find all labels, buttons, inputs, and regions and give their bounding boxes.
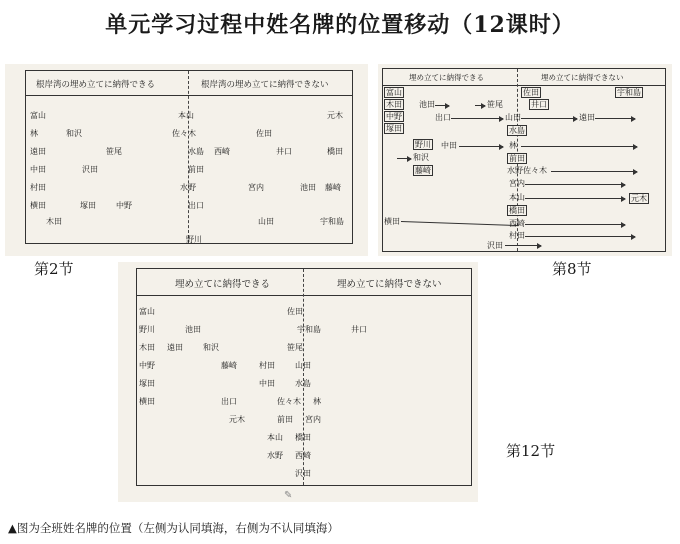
name-card: 和沢 — [66, 129, 82, 138]
name-card: 橋田 — [327, 147, 343, 156]
movement-arrow — [551, 171, 637, 172]
name-card: 本山 — [178, 111, 194, 120]
name-card: 元木 — [229, 415, 245, 424]
name-card: 中野 — [386, 112, 402, 121]
name-card: 本山 — [267, 433, 283, 442]
name-card: 池田 — [300, 183, 316, 192]
lesson8-header-left: 埋め立てに納得できる — [409, 73, 484, 82]
name-card: 林 — [30, 129, 38, 138]
movement-line — [401, 221, 519, 226]
movement-arrow — [595, 118, 635, 119]
lesson2-header-right: 根岸湾の埋め立てに納得できない — [201, 80, 329, 90]
name-card: 横田 — [384, 217, 400, 226]
name-card: 林 — [509, 141, 517, 150]
name-card: 井口 — [531, 100, 547, 109]
lesson2-label: 第2节 — [34, 260, 74, 278]
lesson8-label: 第8节 — [552, 260, 592, 278]
handwritten-mark: ✎ — [284, 490, 293, 501]
movement-arrow — [525, 224, 625, 225]
name-card: 水島 — [509, 126, 525, 135]
name-card: 藤崎 — [415, 166, 431, 175]
lesson12-header — [137, 269, 471, 296]
name-card: 前田 — [277, 415, 293, 424]
name-card: 宇和島 — [320, 217, 344, 226]
name-card: 宮内 — [248, 183, 264, 192]
name-card: 西崎 — [509, 219, 525, 228]
name-card: 中田 — [259, 379, 275, 388]
lesson2-frame — [25, 70, 353, 244]
name-card: 元木 — [631, 194, 647, 203]
name-card: 和沢 — [203, 343, 219, 352]
name-card: 井口 — [351, 325, 367, 334]
lesson8-frame — [382, 68, 666, 252]
name-card: 佐々木 — [277, 397, 301, 406]
name-card: 塚田 — [80, 201, 96, 210]
name-card: 宇和島 — [617, 88, 641, 97]
movement-arrow — [435, 105, 449, 106]
movement-arrow — [525, 198, 625, 199]
name-card: 佐田 — [287, 307, 303, 316]
name-card: 沢田 — [82, 165, 98, 174]
movement-arrow — [521, 118, 577, 119]
name-card: 和沢 — [413, 153, 429, 162]
name-card: 村田 — [509, 231, 525, 240]
movement-arrow — [397, 158, 411, 159]
name-card: 前田 — [509, 154, 525, 163]
name-card: 出口 — [188, 201, 204, 210]
name-card: 橋田 — [509, 206, 525, 215]
name-card: 木田 — [46, 217, 62, 226]
movement-arrow — [525, 236, 635, 237]
movement-arrow — [505, 245, 541, 246]
name-card: 横田 — [30, 201, 46, 210]
name-card: 野川 — [186, 235, 202, 244]
name-card: 富山 — [139, 307, 155, 316]
name-card: 野川 — [139, 325, 155, 334]
name-card: 藤崎 — [325, 183, 341, 192]
name-card: 中田 — [30, 165, 46, 174]
page-title: 单元学习过程中姓名牌的位置移动（12课时） — [105, 12, 575, 38]
name-card: 山田 — [258, 217, 274, 226]
movement-arrow — [475, 105, 485, 106]
lesson12-header-right: 埋め立てに納得できない — [337, 279, 442, 290]
name-card: 村田 — [30, 183, 46, 192]
name-card: 池田 — [419, 100, 435, 109]
name-card: 木田 — [386, 100, 402, 109]
movement-arrow — [451, 118, 503, 119]
name-card: 宮内 — [509, 179, 525, 188]
lesson12-board — [118, 262, 478, 502]
name-card: 出口 — [221, 397, 237, 406]
lesson8-header — [383, 69, 665, 86]
name-card: 藤崎 — [221, 361, 237, 370]
name-card: 林 — [313, 397, 321, 406]
name-card: 本山 — [509, 193, 525, 202]
name-card: 塚田 — [386, 124, 402, 133]
movement-arrow — [521, 146, 637, 147]
name-card: 水野 — [180, 183, 196, 192]
name-card: 横田 — [139, 397, 155, 406]
name-card: 水島 — [295, 379, 311, 388]
name-card: 中田 — [441, 141, 457, 150]
lesson12-frame — [136, 268, 472, 486]
name-card: 西崎 — [214, 147, 230, 156]
lesson2-divider — [188, 71, 189, 243]
figure-caption: ▲图为全班姓名牌的位置（左侧为认同填海，右侧为不认同填海） — [8, 521, 339, 535]
name-card: 前田 — [188, 165, 204, 174]
name-card: 遠田 — [579, 113, 595, 122]
lesson12-label: 第12节 — [506, 442, 556, 460]
name-card: 沢田 — [295, 469, 311, 478]
name-card: 橋田 — [295, 433, 311, 442]
lesson2-board — [5, 64, 368, 256]
name-card: 笹尾 — [287, 343, 303, 352]
name-card: 池田 — [185, 325, 201, 334]
name-card: 出口 — [435, 113, 451, 122]
name-card: 井口 — [276, 147, 292, 156]
name-card: 山田 — [295, 361, 311, 370]
name-card: 佐々木 — [172, 129, 196, 138]
name-card: 宮内 — [305, 415, 321, 424]
lesson2-header — [26, 71, 352, 96]
name-card: 水島 — [188, 147, 204, 156]
name-card: 元木 — [327, 111, 343, 120]
name-card: 木田 — [139, 343, 155, 352]
name-card: 笹尾 — [487, 100, 503, 109]
name-card: 遠田 — [30, 147, 46, 156]
name-card: 佐々木 — [523, 166, 547, 175]
name-card: 塚田 — [139, 379, 155, 388]
name-card: 佐田 — [523, 88, 539, 97]
movement-arrow — [459, 146, 503, 147]
name-card: 沢田 — [487, 241, 503, 250]
name-card: 遠田 — [167, 343, 183, 352]
name-card: 中野 — [116, 201, 132, 210]
name-card: 水野 — [267, 451, 283, 460]
name-card: 野川 — [415, 140, 431, 149]
name-card: 中野 — [139, 361, 155, 370]
name-card: 西崎 — [295, 451, 311, 460]
movement-arrow — [525, 184, 625, 185]
lesson12-header-left: 埋め立てに納得できる — [175, 279, 271, 290]
name-card: 富山 — [30, 111, 46, 120]
lesson2-header-left: 根岸湾の埋め立てに納得できる — [36, 80, 156, 90]
name-card: 村田 — [259, 361, 275, 370]
name-card: 山田 — [505, 113, 521, 122]
name-card: 富山 — [386, 88, 402, 97]
name-card: 笹尾 — [106, 147, 122, 156]
name-card: 宇和島 — [297, 325, 321, 334]
name-card: 水野 — [507, 166, 523, 175]
name-card: 佐田 — [256, 129, 272, 138]
lesson8-board — [378, 64, 672, 256]
lesson8-header-right: 埋め立てに納得できない — [541, 73, 624, 82]
